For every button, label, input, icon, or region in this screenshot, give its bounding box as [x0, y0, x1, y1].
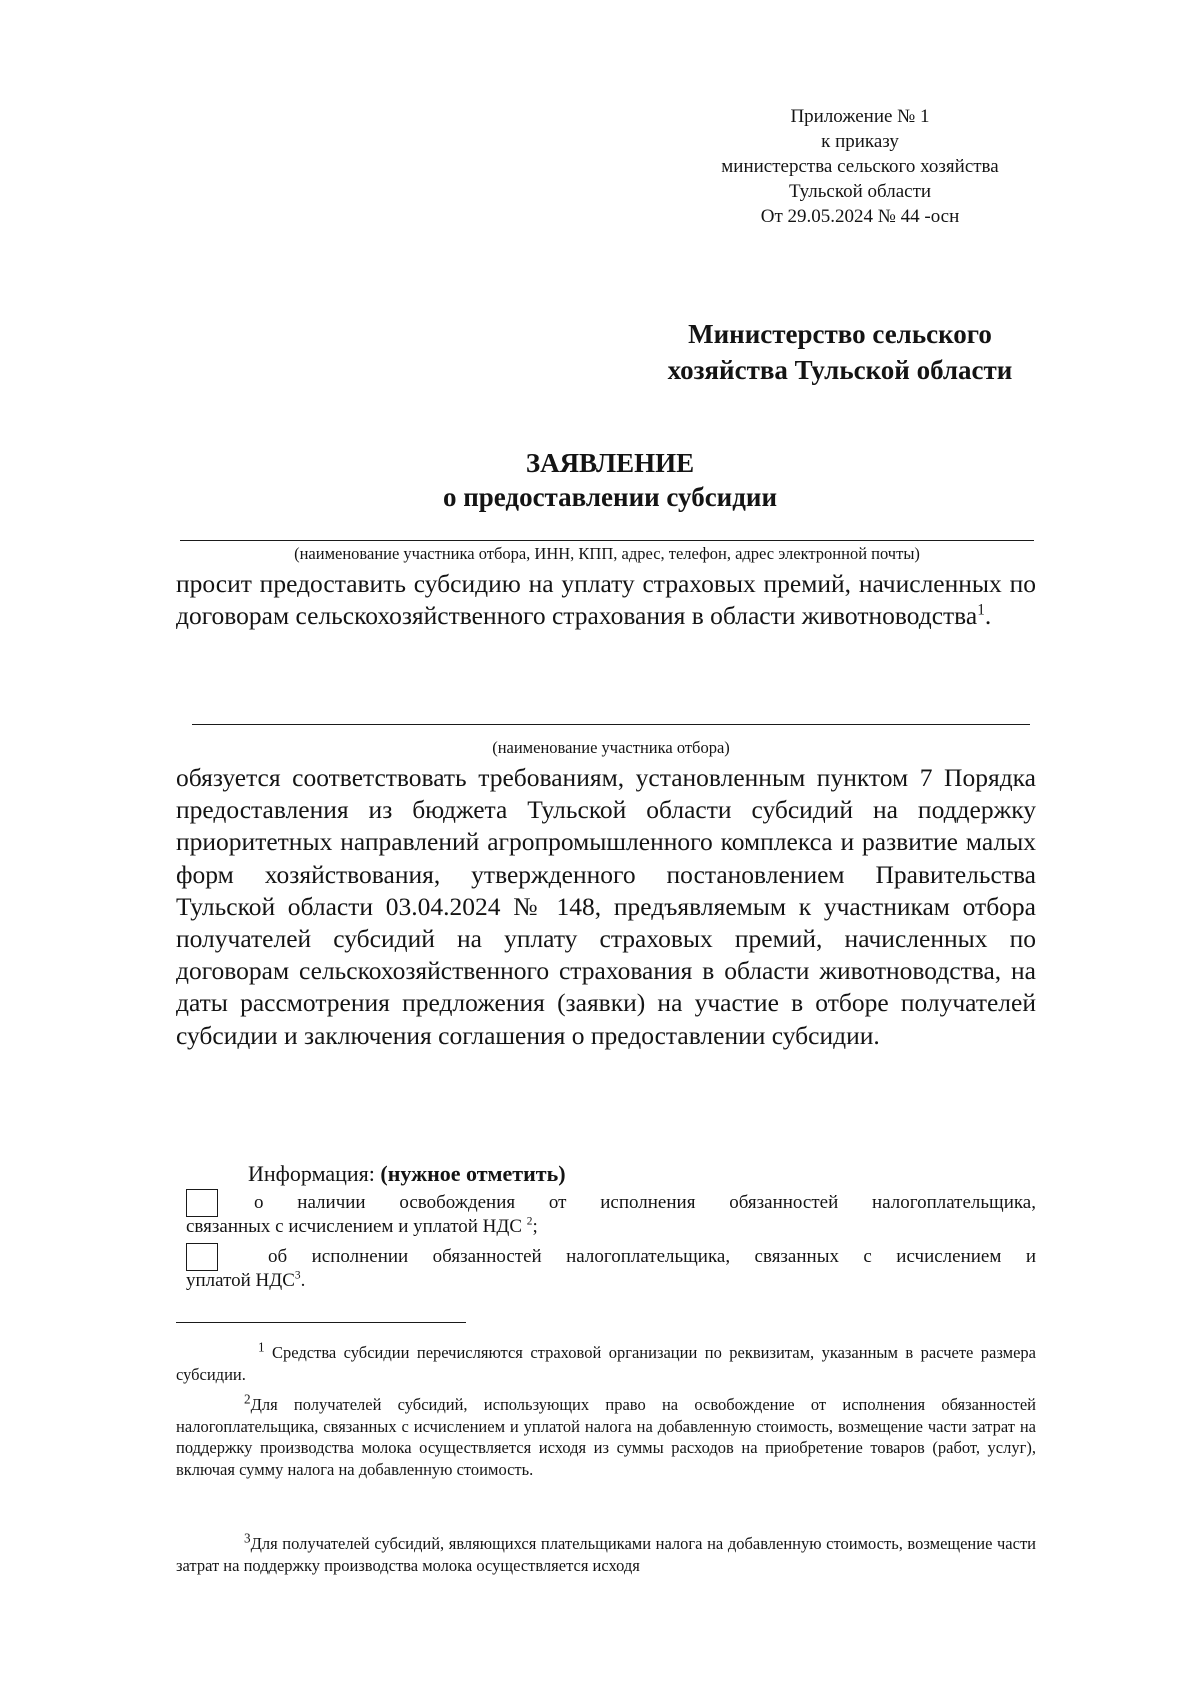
- annex-line: Тульской области: [788, 181, 932, 202]
- recipient-block: [620, 316, 1060, 388]
- footnote-text: Для получателей субсидий, использующих право на освобождение от исполнения обязанностей налогоплательщика, связанных с исчислением и уплатой налога на добавленную стоимость, возмещение части затрат на поддержку производства молока осуществляется исходя из суммы расходов на приобретение товаров (работ, услуг), включая сумму налога на добавленную стоимость.: [176, 1395, 1036, 1479]
- applicant-name-caption: (наименование участника отбора): [492, 738, 730, 757]
- footnote-ref[interactable]: 2: [526, 1215, 533, 1228]
- footnote-text: Для получателей субсидий, являющихся плательщиками налога на добавленную стоимость, возмещение части затрат на поддержку производства молока осуществляется исходя: [176, 1534, 1036, 1575]
- title-main: ЗАЯВЛЕНИЕ: [525, 448, 695, 478]
- option-text-cont: связанных с исчислением и уплатой НДС $^2$;: [186, 1215, 538, 1237]
- obligation-paragraph: обязуется соответствовать требованиям, установленным пунктом 7 Порядка предоставления из бюджета Тульской области субсидий на поддержку приоритетных направлений агропромышленного комплекса и развитие малых форм хозяйствования, утвержденного постановлением Правительства Тульской области 03.04.2024 № 148, предъявляемым к участникам отбора получателей субсидий на уплату страховых премий, начисленных по договорам сельскохозяйственного страхования в области животноводства, на даты рассмотрения предложения (заявки) на участие в отборе получателей субсидии и заключения соглашения о предоставлении субсидии.: [176, 763, 1036, 1050]
- request-end: .: [984, 601, 992, 631]
- applicant-details-caption: (наименование участника отбора, ИНН, КПП, адрес, телефон, адрес электронной почты): [294, 544, 920, 563]
- footnote-1: [176, 1339, 1036, 1385]
- footnote-ref[interactable]: 3: [294, 1269, 301, 1282]
- option-text-cont: уплатой НДС$^3$.: [186, 1269, 306, 1291]
- option-text: об исполнении обязанностей налогоплательщика, связанных с исчислением и: [268, 1246, 1036, 1267]
- footnote-number: 2: [244, 1391, 251, 1407]
- footnote-2: [176, 1391, 1036, 1480]
- applicant-details-line[interactable]: [180, 540, 1034, 541]
- title-sub: о предоставлении субсидии: [442, 482, 778, 512]
- footnote-ref[interactable]: 1: [977, 601, 985, 619]
- info-heading: [248, 1160, 566, 1188]
- annex-line: От 29.05.2024 № 44 -осн: [760, 206, 960, 227]
- applicant-name-line[interactable]: [192, 724, 1030, 725]
- vat-exemption-option: [186, 1191, 1036, 1239]
- option-text: о наличии освобождения от исполнения обязанностей налогоплательщика,: [254, 1192, 1036, 1213]
- recipient-line: хозяйства Тульской области: [667, 355, 1013, 385]
- info-hint: (нужное отметить): [380, 1161, 566, 1186]
- vat-payer-option: [186, 1245, 1036, 1293]
- annex-header: [660, 104, 1060, 229]
- request-text: просит предоставить субсидию на уплату страховых премий, начисленных по договорам сельскохозяйственного страхования в области животноводства: [176, 569, 1036, 631]
- footnote-number: 3: [244, 1530, 251, 1546]
- request-paragraph: [176, 568, 1036, 632]
- footnote-text: Средства субсидии перечисляются страховой организации по реквизитам, указанным в расчете размера субсидии.: [176, 1343, 1036, 1384]
- footnote-number: 1: [258, 1339, 265, 1355]
- recipient-line: Министерство сельского: [688, 319, 992, 349]
- annex-line: министерства сельского хозяйства: [721, 156, 999, 177]
- info-label: Информация:: [248, 1161, 381, 1186]
- annex-line: к приказу: [821, 131, 899, 152]
- footnote-3: [176, 1530, 1036, 1576]
- footnote-separator: [176, 1322, 466, 1323]
- annex-line: Приложение № 1: [790, 106, 930, 127]
- document-title: [180, 446, 1040, 514]
